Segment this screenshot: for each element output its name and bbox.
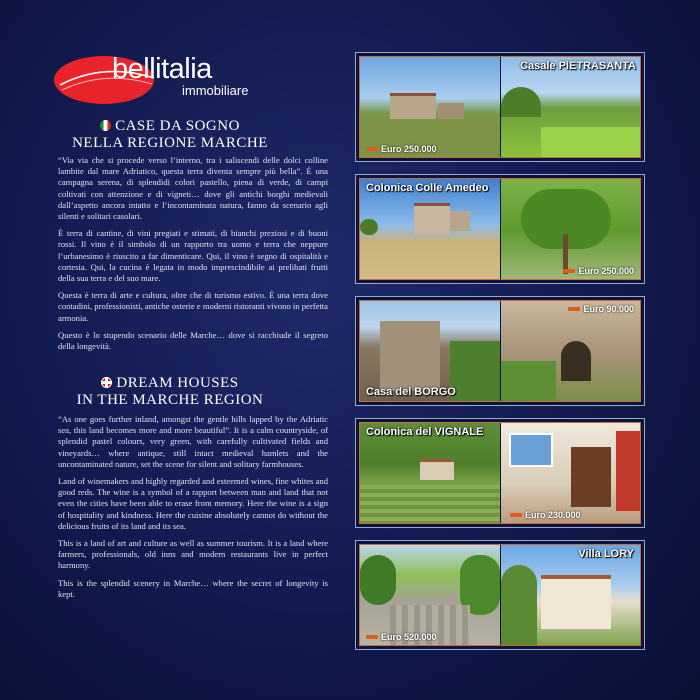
- property-photo: [501, 545, 641, 646]
- english-paragraph-1: “As one goes further inland, amongst the gentle hills lapped by the Adriatic sea, this land becomes more and more beautiful”. It is a calm countryside, of splendid pastel colours, very green, with carefully cultivated fields and vineyards… where antique, still intact medieval hamlets and the uncontaminated nature, set the scene for silent and solitary farmhouses.: [58, 414, 328, 469]
- property-name: Casale PIETRASANTA: [520, 60, 636, 72]
- property-name: Colonica del VIGNALE: [366, 426, 484, 438]
- property-name: Casa del BORGO: [366, 386, 456, 398]
- logo-brand: bellitalia: [112, 53, 212, 85]
- property-price: Euro 250.000: [366, 144, 437, 154]
- uk-flag-icon: [101, 377, 112, 388]
- english-paragraph-4: This is the splendid scenery in Marche… where the secret of longevity is kept.: [58, 577, 328, 599]
- property-price: Euro 230.000: [510, 510, 581, 520]
- price-marker-icon: [366, 147, 378, 151]
- italian-paragraph-4: Questo è lo stupendo scenario delle Marche… dove si racchiude il segreto della longevità.: [58, 329, 328, 352]
- property-card[interactable]: [355, 540, 645, 650]
- italian-title-line1: CASE DA SOGNO: [115, 118, 240, 134]
- text-column: [0, 0, 340, 700]
- italian-body: [58, 155, 328, 358]
- english-paragraph-3: This is a land of art and culture as well as summer tourism. It is a land where farmers, professionals, old inns and modern restaurants live in perfect harmony.: [58, 538, 328, 571]
- property-price: Euro 250.000: [563, 266, 634, 276]
- italian-paragraph-1: “Via via che si procede verso l’interno, tra i saliscendi delle dolci colline lambite dal mare Adriatico, questa terra diventa sempre più bella”. È una campagna serena, di splendidi colori pastello, piena di verde, di campi coltivati con attenzione e di vigneti… dove gli antichi borghi medievali dall’aspetto ancora intatto e l’incontaminata natura, fanno da scenario agli silenti e solitari casolari.: [58, 155, 328, 222]
- italy-flag-icon: [100, 120, 111, 131]
- property-card[interactable]: [355, 174, 645, 284]
- property-card[interactable]: [355, 296, 645, 406]
- company-logo: [52, 52, 272, 108]
- property-photo: [360, 423, 500, 524]
- property-name: Villa LORY: [578, 548, 634, 560]
- italian-paragraph-3: Questa è terra di arte e cultura, oltre che di turismo estivo. È una terra dove contadini, professionisti, antiche osterie e moderni ristoranti vivono in perfetta armonia.: [58, 290, 328, 323]
- logo-subtitle: immobiliare: [182, 83, 249, 98]
- property-photo: [360, 57, 500, 158]
- english-title-line1: DREAM HOUSES: [116, 375, 239, 391]
- price-marker-icon: [510, 513, 522, 517]
- property-price: Euro 520.000: [366, 632, 437, 642]
- property-photo: [360, 545, 500, 646]
- property-name: Colonica Colle Amedeo: [366, 182, 489, 194]
- property-photo: [501, 423, 641, 524]
- italian-heading: [0, 118, 340, 152]
- property-price: Euro 90.000: [568, 304, 634, 314]
- property-card[interactable]: [355, 418, 645, 528]
- english-body: [58, 414, 328, 606]
- english-paragraph-2: Land of winemakers and highly regarded and esteemed wines, fine whites and good reds. The wine is a symbol of a rapport between man and land that not even the cities have been able to erase from memory. Here the wine is a sign of hospitality and kindness. Here the cuisine absolutely cannot do without the delicious fruits of its land and its sea.: [58, 476, 328, 531]
- price-marker-icon: [568, 307, 580, 311]
- english-heading: [0, 375, 340, 409]
- italian-title-line2: NELLA REGIONE MARCHE: [72, 135, 268, 151]
- property-card[interactable]: [355, 52, 645, 162]
- price-marker-icon: [563, 269, 575, 273]
- english-title-line2: IN THE MARCHE REGION: [76, 392, 264, 408]
- property-listings: [355, 52, 645, 662]
- property-photo: [501, 57, 641, 158]
- price-marker-icon: [366, 635, 378, 639]
- property-photo: [501, 179, 641, 280]
- italian-paragraph-2: È terra di cantine, di vini pregiati e stimati, di bianchi preziosi e di buoni rossi. Il vino è il simbolo di un rapporto tra uomo e terra che neppure l’urbanesimo è riuscito a far dimenticare. Qui, il vino è segno di ospitalità e cortesia. Qui, la cucina è legata in modo imprescindibile ai prelibati frutti della sua terra e del suo mare.: [58, 228, 328, 284]
- property-photo: [360, 179, 500, 280]
- property-photo: [501, 301, 641, 402]
